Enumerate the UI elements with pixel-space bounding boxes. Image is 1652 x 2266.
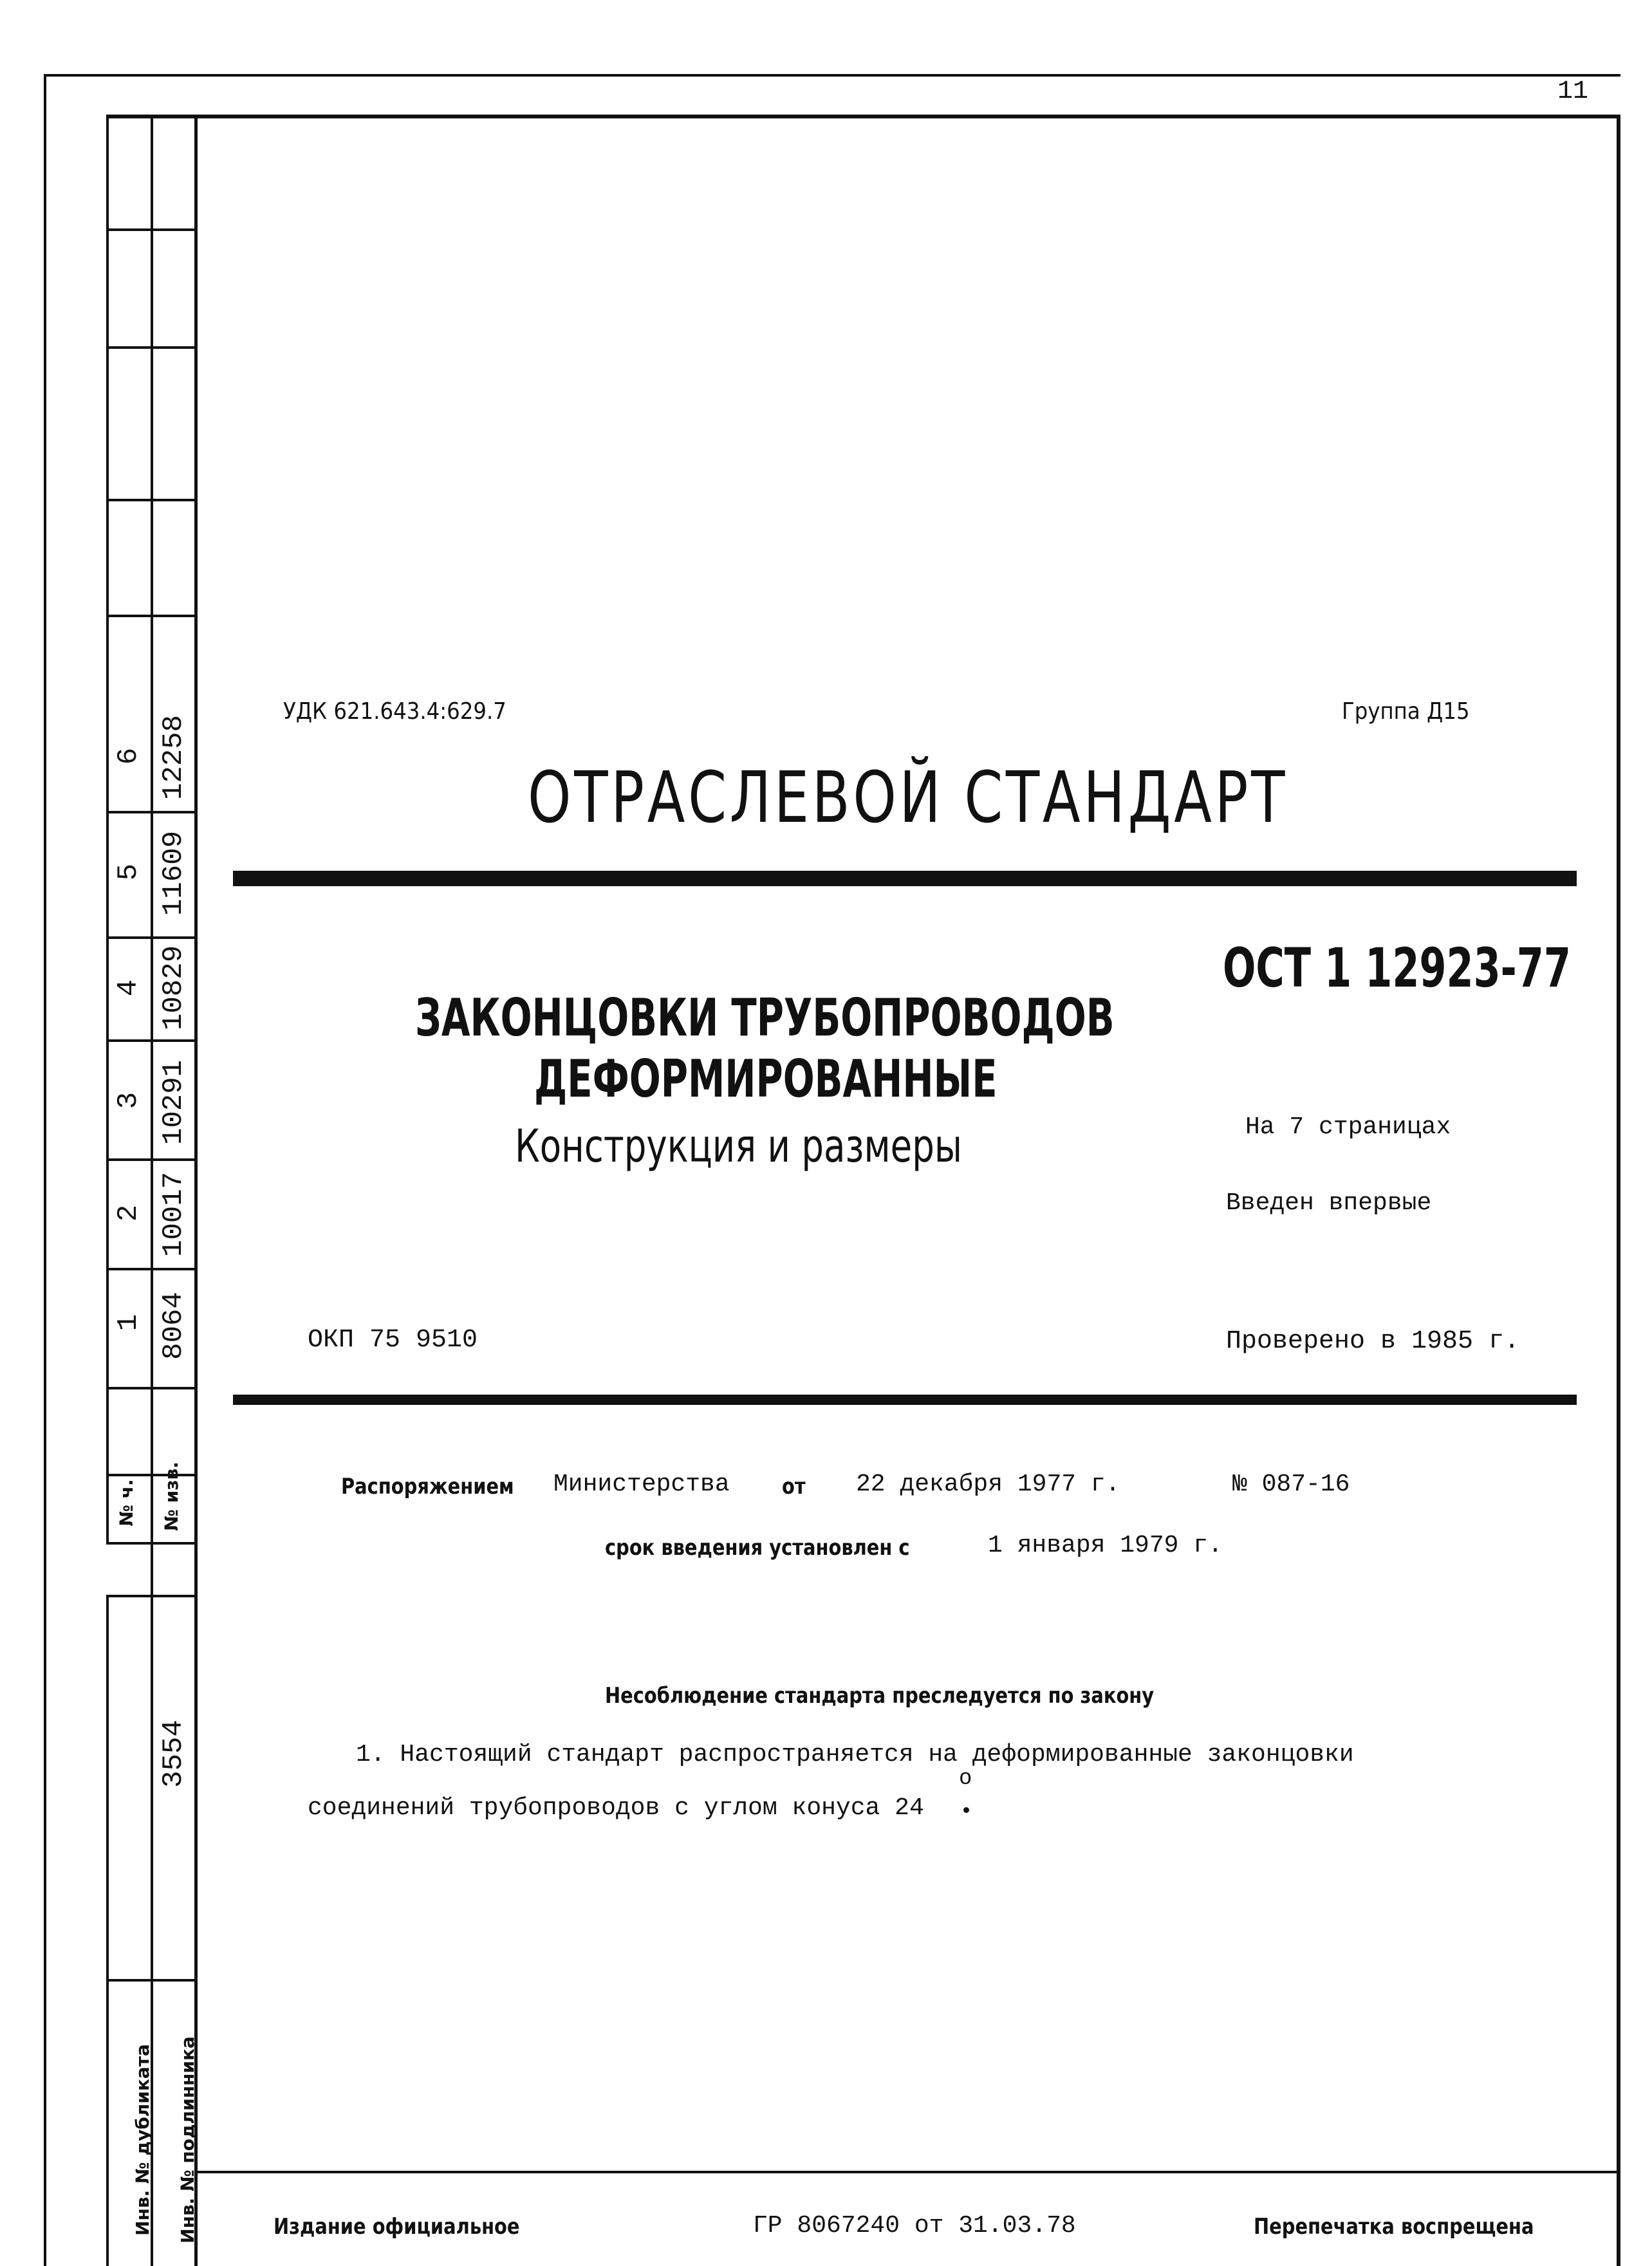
- side-divider: [106, 615, 198, 617]
- side-strip-mid-line: [151, 115, 153, 2266]
- pages-count: На 7 страницах: [1245, 1113, 1451, 1141]
- original-inventory-label: Инв. № подлинника: [177, 2036, 198, 2243]
- udk-code: УДК 621.643.4:629.7: [283, 698, 506, 725]
- footer-separator-line: [194, 2171, 1620, 2173]
- change-row-label: № ч.: [116, 1479, 137, 1527]
- side-strip-gap-top: [106, 1542, 198, 1545]
- notice-number: 12258: [158, 714, 190, 801]
- period-dot: [963, 1807, 969, 1813]
- notice-number: 10017: [158, 1171, 190, 1258]
- paragraph-1-line1: 1. Настоящий стандарт распространяется на деформированные законцовки: [356, 1741, 1354, 1769]
- page-number: 11: [1557, 77, 1589, 106]
- side-divider: [106, 1979, 198, 1982]
- standard-number: ОСТ 1 12923-77: [1223, 936, 1571, 999]
- effective-date: 1 января 1979 г.: [988, 1532, 1223, 1559]
- order-label: Распоряжением: [341, 1474, 514, 1500]
- frame-top-line: [44, 74, 1620, 77]
- main-frame-top-line: [106, 115, 1620, 118]
- document-title-line1: ЗАКОНЦОВКИ ТРУБОПРОВОДОВ: [415, 988, 1115, 1048]
- side-strip-right-line: [194, 115, 198, 2266]
- notice-number: 10829: [158, 945, 190, 1031]
- document-title-line2: ДЕФОРМИРОВАННЫЕ: [534, 1049, 998, 1109]
- order-number: № 087-16: [1232, 1471, 1350, 1498]
- document-subtitle: Конструкция и размеры: [515, 1120, 963, 1173]
- side-divider: [106, 499, 198, 501]
- frame-left-line: [44, 74, 46, 2266]
- effective-label: срок введения установлен с: [605, 1535, 910, 1561]
- law-notice: Несоблюдение стандарта преследуется по закону: [605, 1683, 1155, 1709]
- side-strip-gap-bottom: [106, 1595, 198, 1597]
- change-number: 1: [113, 1314, 145, 1332]
- change-number: 5: [113, 863, 145, 881]
- header-thick-rule: [233, 871, 1577, 886]
- footer-reprint: Перепечатка воспрещена: [1254, 2214, 1534, 2240]
- okp-code: ОКП 75 9510: [308, 1326, 478, 1355]
- notice-row-label: № изв.: [161, 1462, 182, 1531]
- side-divider: [106, 346, 198, 349]
- order-ministry: Министерства: [553, 1471, 730, 1498]
- header-title: ОТРАСЛЕВОЙ СТАНДАРТ: [528, 756, 1288, 839]
- order-date: 22 декабря 1977 г.: [856, 1471, 1120, 1498]
- introduced-note: Введен впервые: [1226, 1189, 1432, 1217]
- side-divider: [106, 228, 198, 231]
- group-code: Группа Д15: [1342, 698, 1470, 725]
- paragraph-1-line2: соединений трубопроводов с углом конуса 24: [308, 1794, 924, 1822]
- side-strip-left-line-lower: [106, 1596, 109, 2266]
- notice-number: 8064: [158, 1292, 190, 1360]
- change-number: 6: [113, 747, 145, 765]
- side-strip-left-line: [106, 115, 109, 1542]
- notice-number: 10291: [158, 1059, 190, 1146]
- footer-edition: Издание официальное: [274, 2214, 520, 2240]
- checked-year: Проверено в 1985 г.: [1226, 1327, 1520, 1356]
- duplicate-inventory-label: Инв. № дубликата: [132, 2044, 153, 2236]
- original-inventory-number: 3554: [158, 1720, 190, 1788]
- change-number: 4: [113, 979, 145, 997]
- footer-registration: ГР 8067240 от 31.03.78: [753, 2212, 1076, 2240]
- degree-sign: о: [959, 1767, 972, 1791]
- change-number: 2: [113, 1204, 145, 1222]
- main-frame-right-line: [1617, 115, 1620, 2266]
- notice-number: 11609: [158, 830, 190, 916]
- side-divider: [106, 1387, 198, 1389]
- order-from: от: [782, 1474, 806, 1500]
- middle-thick-rule: [233, 1395, 1577, 1405]
- change-number: 3: [113, 1091, 145, 1110]
